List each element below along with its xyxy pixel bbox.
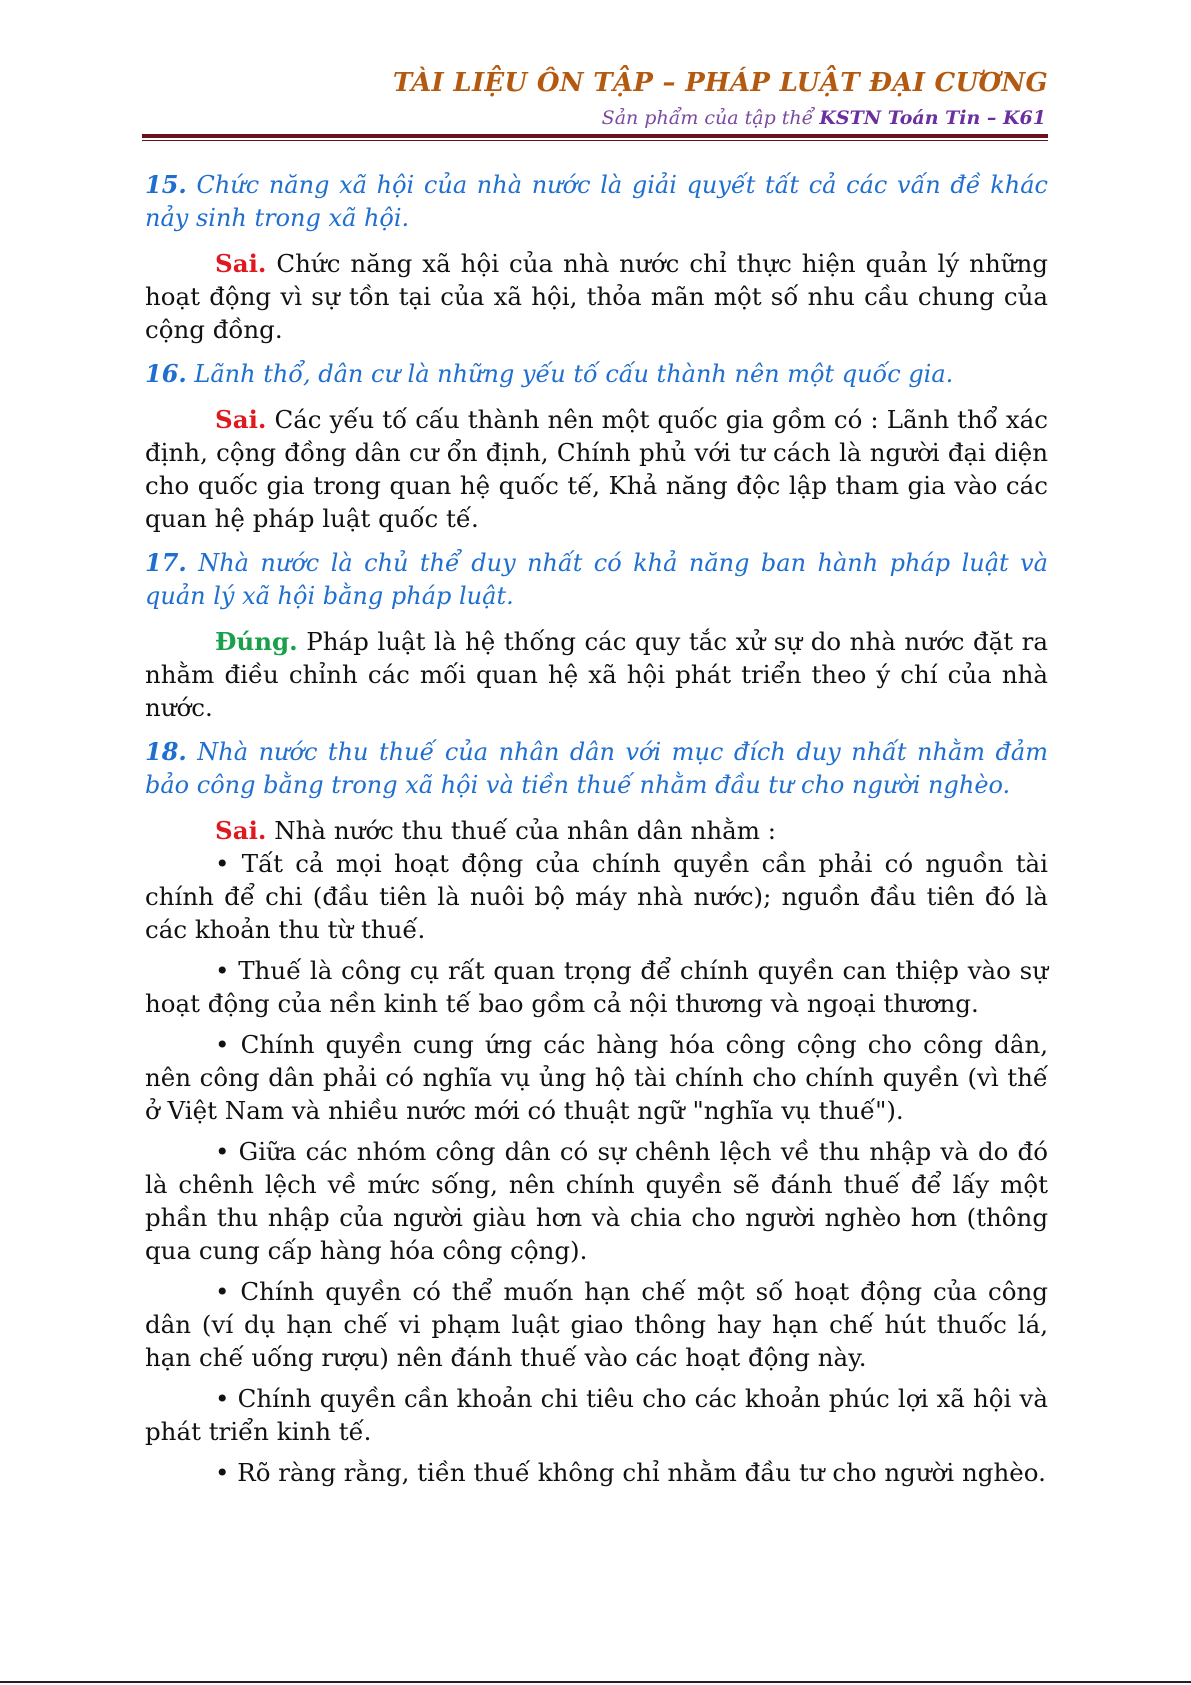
bullet-dot: • [215,1137,230,1166]
answer-text: Các yếu tố cấu thành nên một quốc gia gồm có : Lãnh thổ xác định, cộng đồng dân cư ổn định, Chính phủ với tư cách là người đại diện cho quốc gia trong quan hệ quốc tế, Khả năng độc lập tham gia vào các quan hệ pháp luật quốc tế. [145,405,1048,533]
answer-18 [145,814,1048,847]
bullet-dot: • [215,1277,230,1306]
header-subtitle [602,107,1046,129]
header-subtitle-prefix: Sản phẩm của tập thể [601,107,820,129]
answer-text: Pháp luật là hệ thống các quy tắc xử sự do nhà nước đặt ra nhằm điều chỉnh các mối quan hệ xã hội phát triển theo ý chí của nhà nước. [145,627,1048,722]
bullet-item [145,847,1048,946]
verdict-label: Đúng. [215,627,298,656]
answer-text: Chức năng xã hội của nhà nước chỉ thực hiện quản lý những hoạt động vì sự tồn tại của xã hội, thỏa mãn một số nhu cầu chung của cộng đồng. [145,249,1048,344]
bullet-text: Chính quyền cung ứng các hàng hóa công cộng cho công dân, nên công dân phải có nghĩa vụ ủng hộ tài chính cho chính quyền (vì thế ở Việt Nam và nhiều nước mới có thuật ngữ "nghĩa vụ thuế"). [145,1030,1049,1125]
bullet-item [145,1456,1048,1489]
bullet-dot: • [215,1458,230,1487]
header-title: TÀI LIỆU ÔN TẬP – PHÁP LUẬT ĐẠI CƯƠNG [392,68,1048,98]
verdict-label: Sai. [215,405,267,434]
bullet-dot: • [215,1030,230,1059]
question-number: 18. [145,737,187,766]
question-number: 15. [145,170,187,199]
page-bottom-border [0,1681,1191,1683]
bullet-dot: • [215,956,230,985]
bullet-dot: • [215,1384,230,1413]
document-body [145,168,1048,1497]
bullet-item [145,1275,1048,1374]
answer-text: Nhà nước thu thuế của nhân dân nhằm : [274,816,777,845]
verdict-label: Sai. [215,249,267,278]
header-subtitle-group: KSTN Toán Tin – K61 [819,107,1046,129]
question-number: 17. [145,548,187,577]
bullet-text: Chính quyền có thể muốn hạn chế một số hoạt động của công dân (ví dụ hạn chế vi phạm luật giao thông hay hạn chế hút thuốc lá, hạn chế uống rượu) nên đánh thuế vào các hoạt động này. [145,1277,1048,1372]
question-18 [145,735,1048,802]
question-text: Nhà nước thu thuế của nhân dân với mục đích duy nhất nhằm đảm bảo công bằng trong xã hội và tiền thuế nhằm đầu tư cho người nghèo. [145,738,1048,799]
bullet-item [145,1135,1048,1267]
bullet-text: Chính quyền cần khoản chi tiêu cho các khoản phúc lợi xã hội và phát triển kinh tế. [145,1384,1048,1446]
verdict-label: Sai. [215,816,267,845]
bullet-text: Thuế là công cụ rất quan trọng để chính quyền can thiệp vào sự hoạt động của nền kinh tế bao gồm cả nội thương và ngoại thương. [145,956,1048,1018]
bullet-dot: • [215,849,230,878]
bullet-item [145,1382,1048,1448]
answer-17 [145,625,1048,724]
bullet-text: Rõ ràng rằng, tiền thuế không chỉ nhằm đầu tư cho người nghèo. [237,1458,1046,1487]
question-number: 16. [145,359,187,388]
bullet-item [145,1028,1048,1127]
bullet-text: Giữa các nhóm công dân có sự chênh lệch về thu nhập và do đó là chênh lệch về mức sống, nên chính quyền sẽ đánh thuế để lấy một phần thu nhập của người giàu hơn và chia cho người nghèo hơn (thông qua cung cấp hàng hóa công cộng). [145,1137,1048,1265]
bullet-item [145,954,1048,1020]
header-rule-thin [142,140,1048,141]
question-17 [145,546,1048,613]
question-text: Lãnh thổ, dân cư là những yếu tố cấu thành nên một quốc gia. [194,360,954,388]
question-15 [145,168,1048,235]
question-text: Nhà nước là chủ thể duy nhất có khả năng ban hành pháp luật và quản lý xã hội bằng pháp luật. [145,549,1048,610]
answer-16 [145,403,1048,535]
header-rule-thick [142,134,1048,138]
question-text: Chức năng xã hội của nhà nước là giải quyết tất cả các vấn đề khác nảy sinh trong xã hội. [145,171,1048,232]
question-16 [145,357,1048,391]
bullet-text: Tất cả mọi hoạt động của chính quyền cần phải có nguồn tài chính để chi (đầu tiên là nuôi bộ máy nhà nước); nguồn đầu tiên đó là các khoản thu từ thuế. [145,849,1048,944]
answer-15 [145,247,1048,346]
